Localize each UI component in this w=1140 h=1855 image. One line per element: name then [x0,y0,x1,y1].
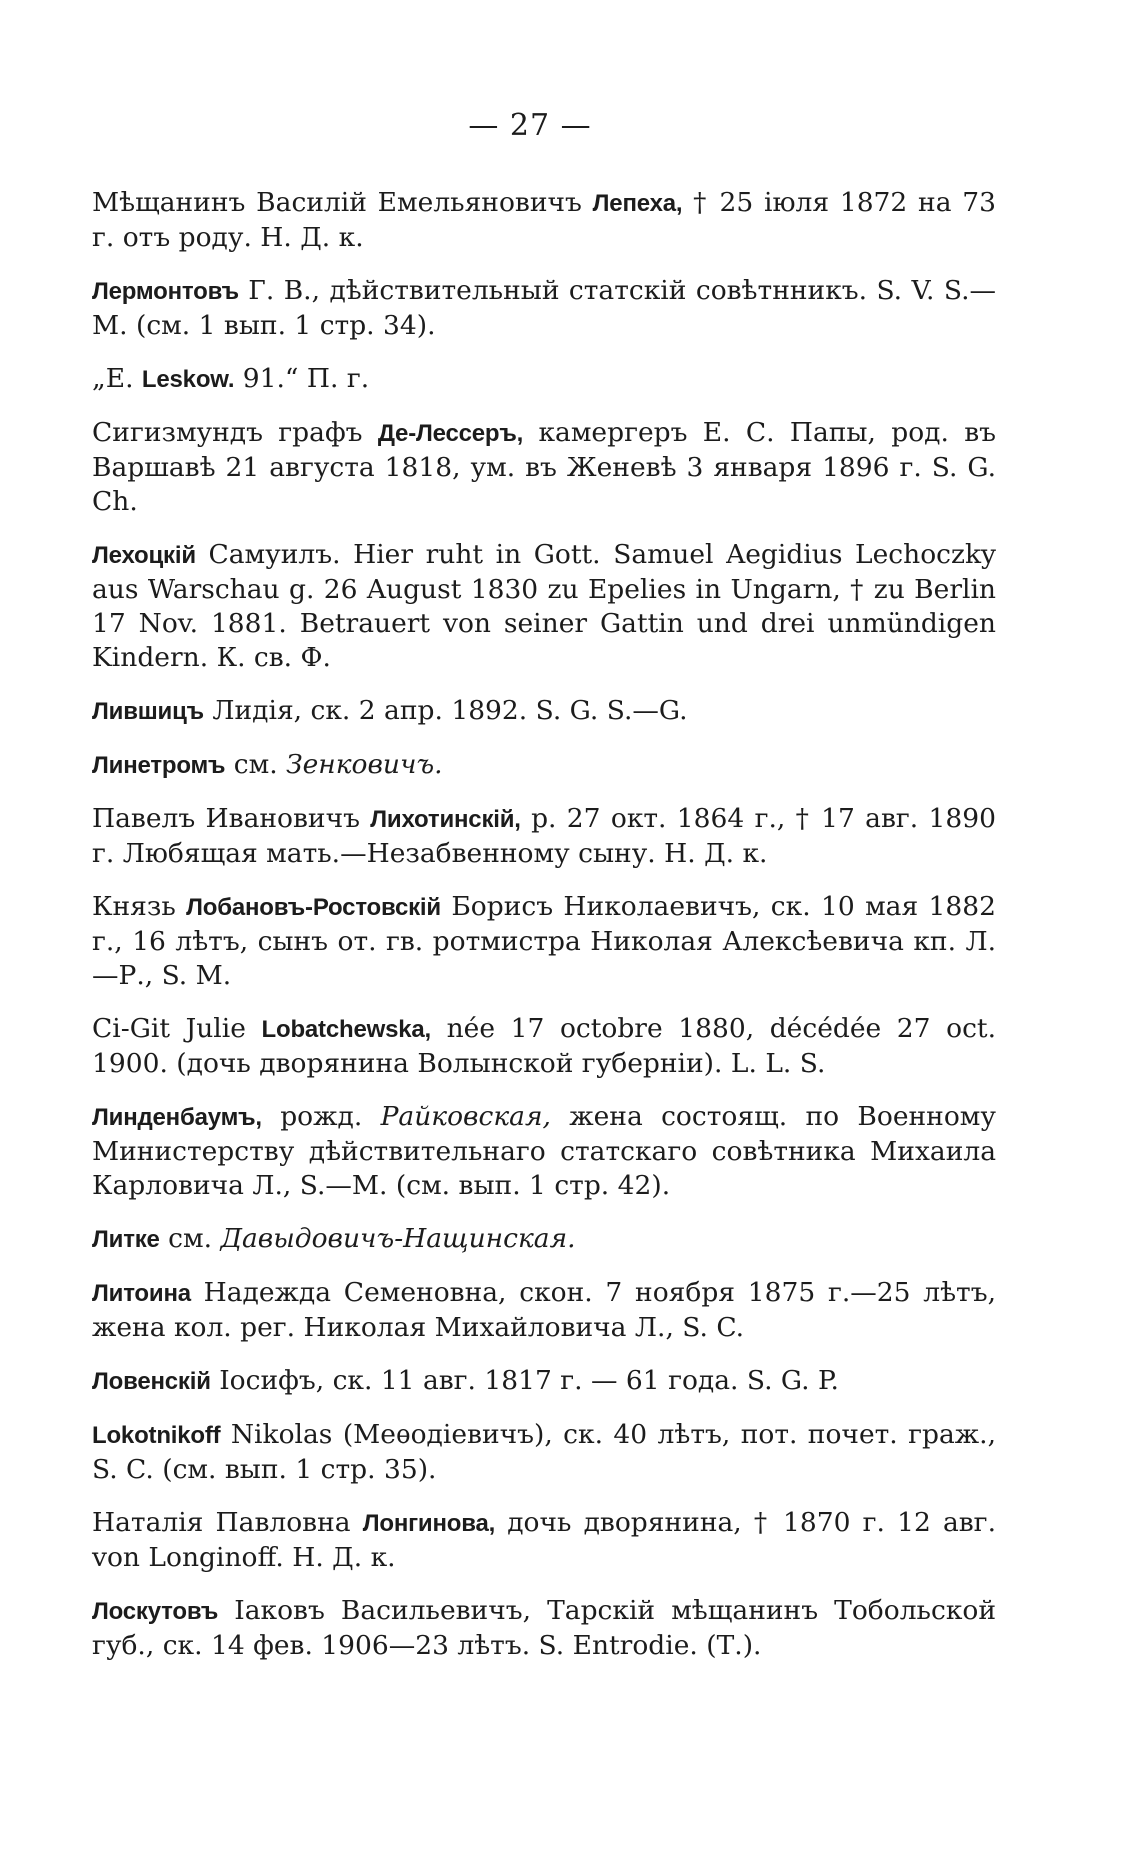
cross-reference: Зенковичъ. [286,749,443,780]
entry-lermontov: Лермонтовъ Г. В., дѣйствительный статскій совѣтнникъ. S. V. S.—M. (см. 1 вып. 1 стр. 34). [92,275,996,341]
entry-lokotnikoff: Lokotnikoff Nikolas (Меѳодіевичъ), ск. 40 лѣтъ, пот. почет. граж., S. C. (см. вып. 1 стр. 35). [92,1419,996,1485]
maiden-name: Райковская, [380,1101,551,1132]
entry-name: Lokotnikoff [92,1422,221,1449]
entry-lekhotsky: Лехоцкій Самуилъ. Hier ruht in Gott. Samuel Aegidius Lechoczky aus Warschau g. 26 August 1830 zu Epelies in Ungarn, † zu Berlin 17 Nov. 1881. Betrauert von seiner Gattin und drei unmündigen Kindern. К. св. Ф. [92,539,996,673]
entry-lindenbaum: Линденбаумъ, рожд. Райковская, жена состоящ. по Военному Министерству дѣйствительнаго статскаго совѣтника Михаила Карловича Л., S.—M. (см. вып. 1 стр. 42). [92,1101,996,1201]
entry-loskutov: Лоскутовъ Іаковъ Васильевичъ, Тарскій мѣщанинъ Тобольской губ., ск. 14 фев. 1906—23 лѣтъ. S. Entrodie. (Т.). [92,1595,996,1661]
entry-leskow: „E. Leskow. 91.“ П. г. [92,363,370,394]
entry-name: Лепеха, [592,190,683,217]
entry-linetrom: Линетромъ см. Зенковичъ. [92,749,443,780]
entry-lepekha: Мѣщанинъ Василій Емельяновичъ Лепеха, † 25 іюля 1872 на 73 г. отъ роду. Н. Д. к. [92,187,996,253]
entry-name: Линденбаумъ, [92,1104,262,1131]
cross-reference: Давыдовичъ-Нащинская. [220,1223,576,1254]
entry-name: Лихотинскій, [370,806,521,833]
entry-name: Лехоцкій [92,542,196,569]
entry-likhotinsky: Павелъ Ивановичъ Лихотинскій, р. 27 окт. 1864 г., † 17 авг. 1890 г. Любящая мать.—Незабвенному сыну. Н. Д. к. [92,803,996,869]
entry-litoina: Литоина Надежда Семеновна, скон. 7 ноября 1875 г.—25 лѣтъ, жена кол. рег. Николая Михайловича Л., S. C. [92,1277,996,1343]
entry-lobanov-rostovsky: Князь Лобановъ-Ростовскій Борисъ Николаевичъ, ск. 10 мая 1882 г., 16 лѣтъ, сынъ от. гв. ротмистра Николая Алексѣевича кп. Л.—Р., S. M. [92,891,996,991]
entry-name: Де-Лессеръ, [377,420,524,447]
entry-name: Лобановъ-Ростовскій [186,894,441,921]
document-body [92,186,996,1682]
entry-name: Lobatchewska, [261,1016,431,1043]
entry-name: Лившицъ [92,698,204,725]
entry-name: Leskow. [141,366,235,393]
entry-name: Лоскутовъ [92,1598,219,1625]
entry-lovensky: Ловенскій Іосифъ, ск. 11 авг. 1817 г. — 61 года. S. G. P. [92,1365,839,1396]
page-number: — 27 — [468,108,592,143]
entry-name: Лермонтовъ [92,278,239,305]
entry-litke: Литке см. Давыдовичъ-Нащинская. [92,1223,576,1254]
entry-de-lesseps: Сигизмундъ графъ Де-Лессеръ, камергеръ Е. С. Папы, род. въ Варшавѣ 21 августа 1818, ум. въ Женевѣ 3 января 1896 г. S. G. Ch. [92,417,997,517]
entry-livshits: Лившицъ Лидія, ск. 2 апр. 1892. S. G. S.—G. [92,695,688,726]
entry-longinova: Наталія Павловна Лонгинова, дочь дворянина, † 1870 г. 12 авг. von Longinoff. Н. Д. к. [92,1507,996,1573]
entry-lobatchewska: Ci-Git Julie Lobatchewska, née 17 octobre 1880, décédée 27 oct. 1900. (дочь дворянина Волынской губерніи). L. L. S. [92,1013,996,1079]
entry-name: Лонгинова, [362,1510,496,1537]
entry-name: Литке [92,1226,160,1253]
entry-name: Ловенскій [92,1368,211,1395]
entry-name: Литоина [92,1280,191,1307]
entry-name: Линетромъ [92,752,226,779]
